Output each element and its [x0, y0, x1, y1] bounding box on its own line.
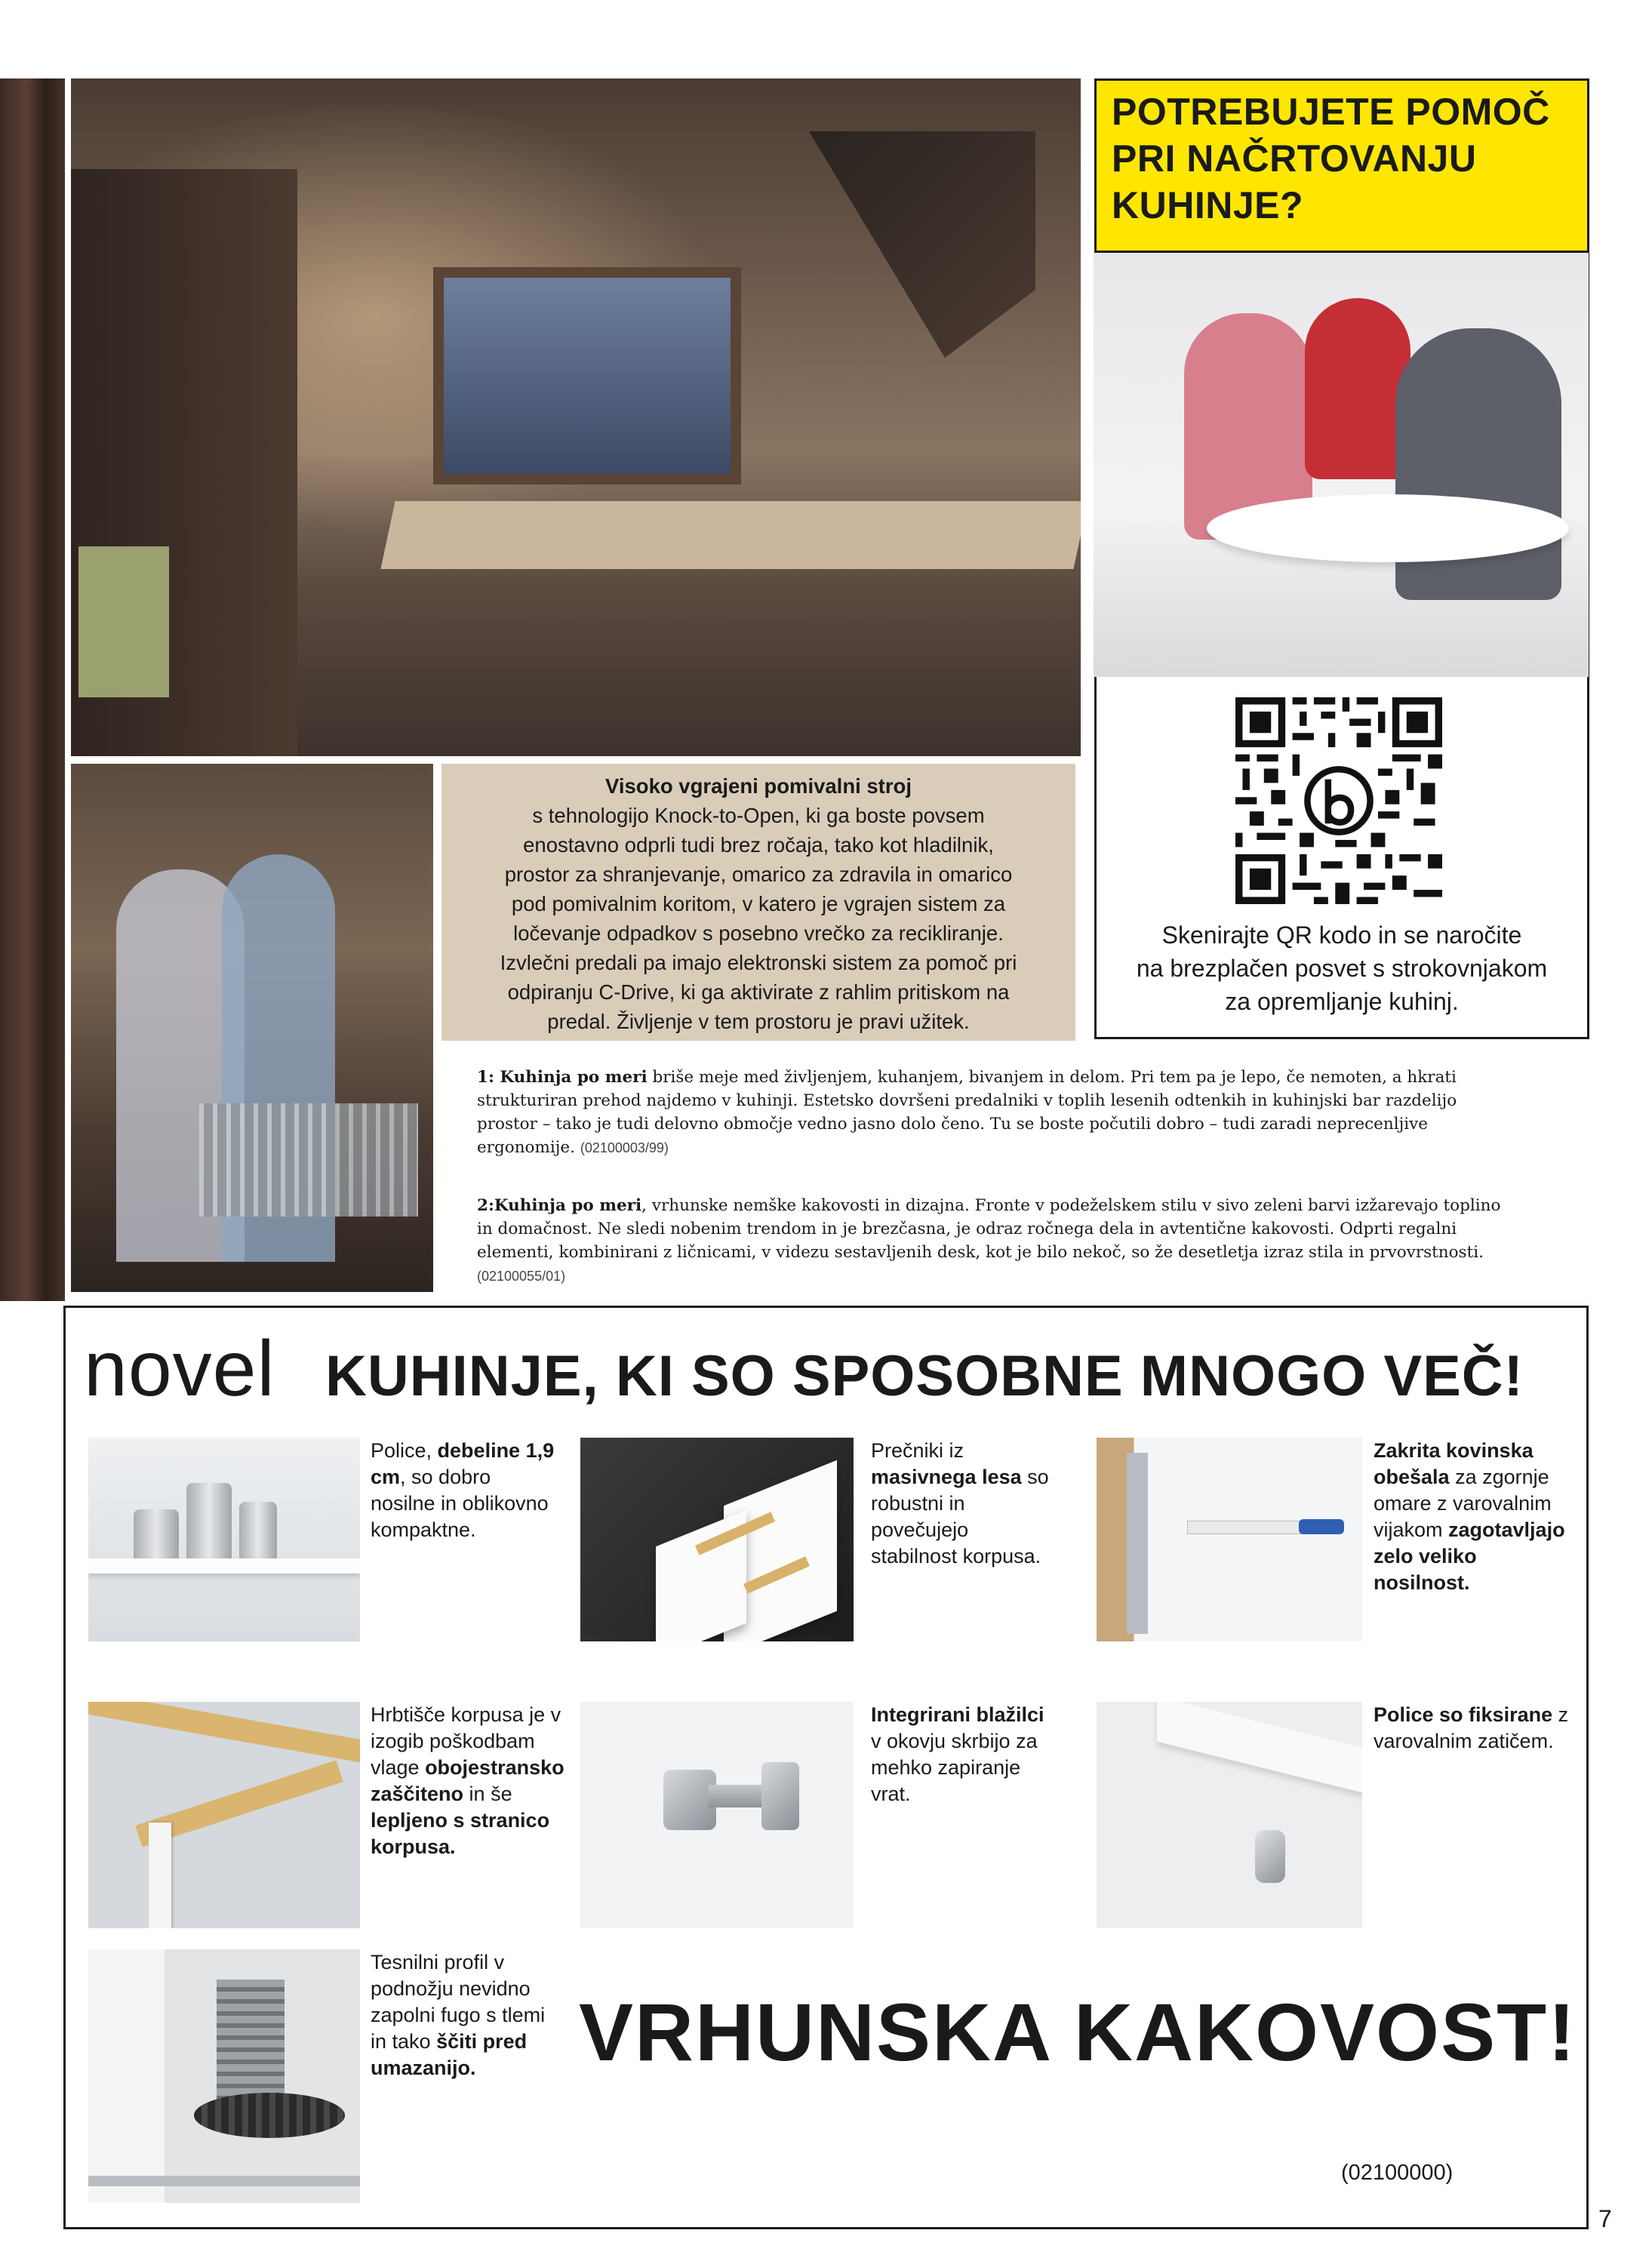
feature-shelf-pin-image — [1097, 1702, 1362, 1928]
novel-logo: novel — [84, 1325, 275, 1413]
feature-1-text: Police, debeline 1,9 cm, so dobro nosilne in oblikovno kompaktne. — [371, 1439, 555, 1541]
caption-title: Visoko vgrajeni pomivalni stroj — [605, 774, 912, 798]
novel-features-box — [63, 1306, 1589, 2229]
qr-code[interactable] — [1235, 697, 1442, 904]
feature-4-text: Hrbtišče korpusa je v izogib poškodbam vlage obojestransko zaščiteno in še lepljeno s stranico korpusa. — [371, 1703, 565, 1858]
page-number: 7 — [1598, 2205, 1612, 2232]
feature-3-text: Zakrita kovinska obešala za zgornje omare z varovalnim vijakom zagotavljajo zelo veliko nosilnost. — [1374, 1439, 1565, 1594]
description-1: 1: Kuhinja po meri briše meje med življenjem, kuhanjem, bivanjem in delom. Pri tem pa je lepo, če nemoten, a hkrati strukturiran prehod najdemo v kuhinji. Estetsko dovršeni predalniki v toplih lesenih odtenkih in kuhinjski bar razdelijo prostor – tako je tudi delovno območje vedno jasno dolo čeno. Tu se boste počutili dobro – tudi zaradi neprecenljive ergonomije. (02100003/99) — [477, 1068, 1457, 1157]
help-title-band — [1097, 81, 1587, 253]
feature-5-text: Integrirani blažilci v okovju skrbijo za mehko zapiranje vrat. — [871, 1703, 1044, 1805]
feature-shelf-image — [88, 1438, 360, 1641]
article-code: (02100000) — [1341, 2161, 1454, 2185]
dishwasher-caption: Visoko vgrajeni pomivalni stroj s tehnologijo Knock-to-Open, ki ga boste povsem enostavno odprli tudi brez ročaja, tako kot hladilnik, prostor za shranjevanje, omarico za zdravila in omarico pod pomivalnim koritom, v katero je vgrajen sistem za ločevanje odpadkov s posebno vrečko za recikliranje. Izvlečni predali pa imajo elektronski sistem za pomoč pri odpiranju C-Drive, ki ga aktivirate z rahlim pritiskom na predal. Življenje v tem prostoru je pravi užitek. — [441, 764, 1075, 1041]
dishwasher-photo — [71, 764, 433, 1292]
help-title: POTREBUJETE POMOČ PRI NAČRTOVANJU KUHINJE? — [1112, 91, 1550, 226]
kitchen-photo-left-edge — [0, 78, 65, 1301]
qr-instructions: Skenirajte QR kodo in se naročite na brezplačen posvet s strokovnjakom za opremljanje kuhinj. — [1136, 921, 1548, 1015]
consultation-photo — [1094, 253, 1589, 677]
feature-seal-profile-image — [88, 1949, 360, 2203]
feature-drawer-image — [580, 1438, 854, 1641]
feature-back-panel-image — [88, 1702, 360, 1928]
feature-hinge-image — [580, 1702, 854, 1928]
novel-headline: KUHINJE, KI SO SPOSOBNE MNOGO VEČ! — [325, 1344, 1524, 1408]
quality-slogan: VRHUNSKA KAKOVOST! — [579, 1986, 1577, 2078]
description-2: 2:Kuhinja po meri, vrhunske nemške kakovosti in dizajna. Fronte v podeželskem stilu v sivo zeleni barvi izžarevajo toplino in domačnost. Ne sledi nobenim trendom in je brezčasna, je odraz ročnega dela in avtentične kakovosti. Odprti regalni elementi, kombinirani z ličnicami, v videzu sestavljenih desk, kot je bilo nekoč, so že desetletja izraz stila in prvovrstnosti. (02100055/01) — [477, 1196, 1501, 1284]
feature-6-text: Police so fiksirane z varovalnim zatičem. — [1374, 1703, 1569, 1752]
feature-7-text: Tesnilni profil v podnožju nevidno zapolni fugo s tlemi in tako ščiti pred umazanijo. — [371, 1951, 546, 2079]
feature-hanger-image — [1097, 1438, 1362, 1641]
kitchen-photo-main — [71, 78, 1081, 756]
feature-2-text: Prečniki iz masivnega lesa so robustni in povečujejo stabilnost korpusa. — [871, 1439, 1049, 1567]
